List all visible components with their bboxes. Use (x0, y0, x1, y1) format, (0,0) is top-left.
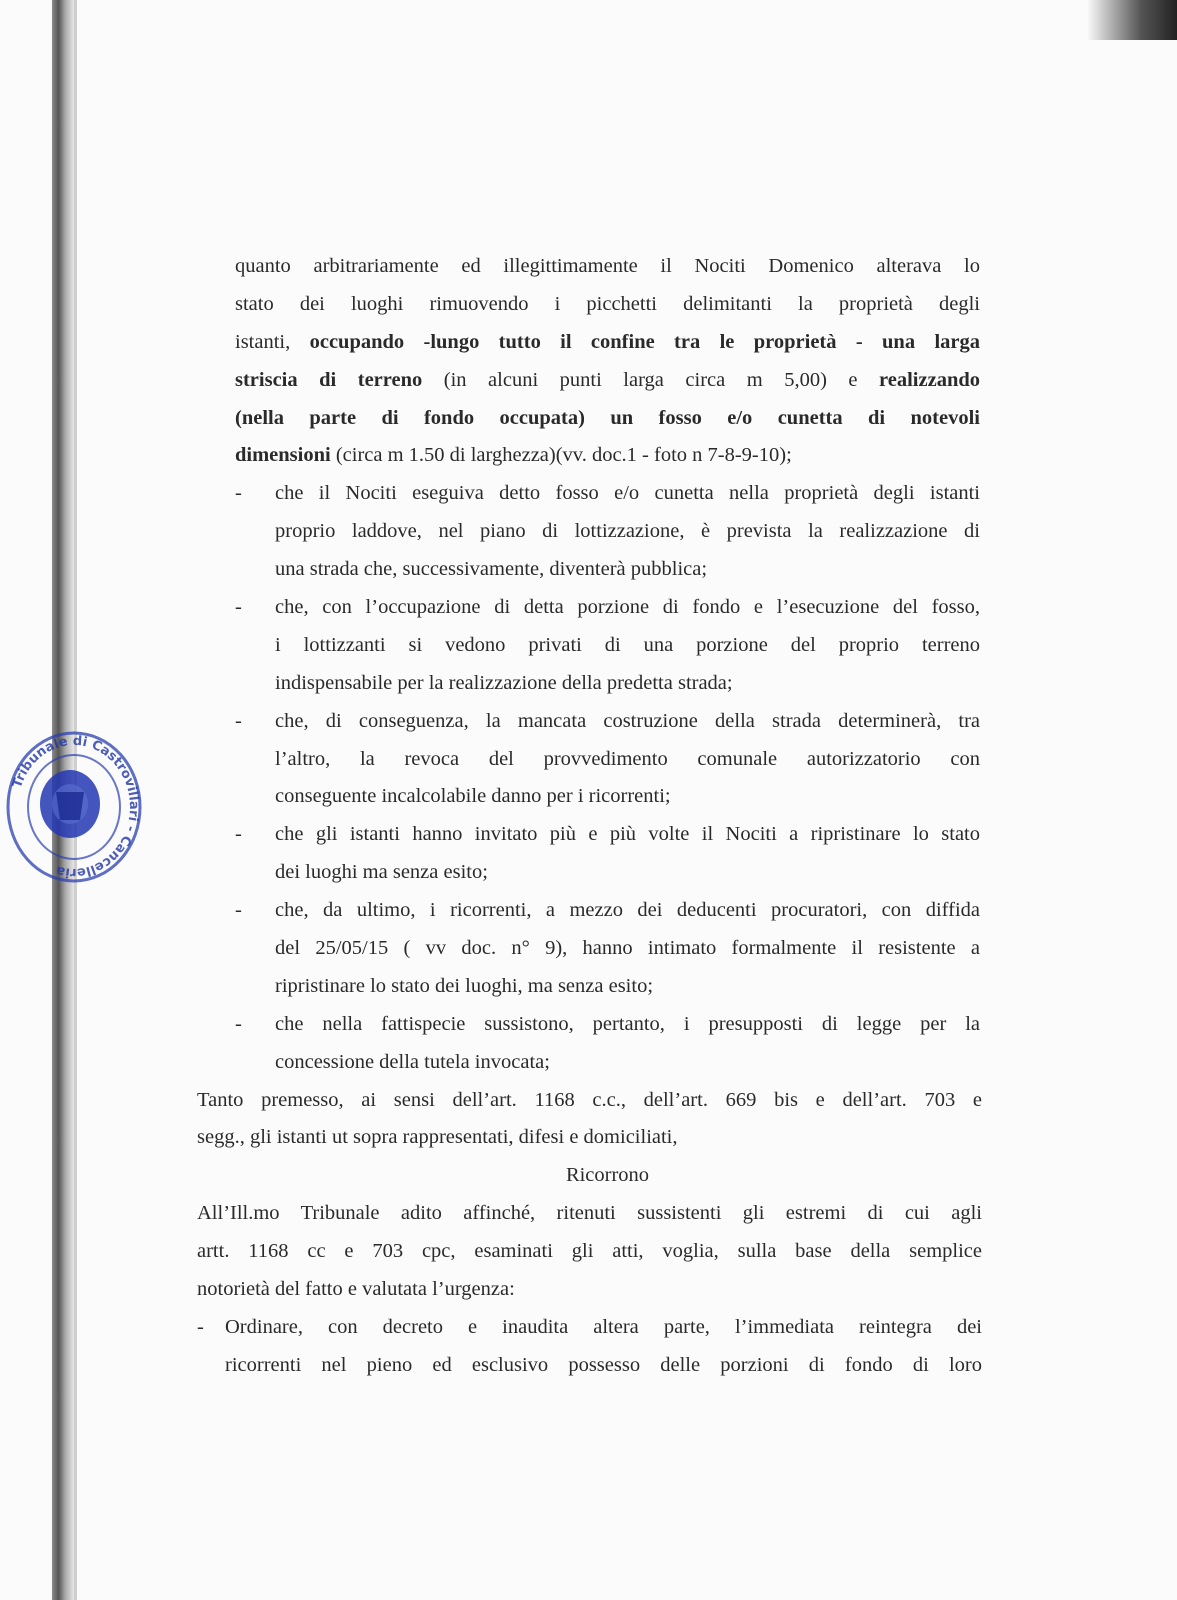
paragraph-continuation (235, 248, 980, 475)
text-line: quanto arbitrariamente ed illegittimamente il Nociti Domenico alterava lo (235, 255, 980, 277)
text-line-part: istanti, (235, 330, 291, 353)
premise-paragraph (197, 1082, 982, 1158)
list-dash: - (235, 823, 242, 846)
text-line: che gli istanti hanno invitato più e più volte il Nociti a ripristinare lo stato (275, 823, 980, 846)
text-line-part: (in alcuni punti larga circa m 5,00) e (443, 368, 858, 391)
bold-text: realizzando (879, 368, 980, 391)
text-line: artt. 1168 cc e 703 cpc, esaminati gli atti, voglia, sulla base della semplice (197, 1240, 982, 1263)
text-line (235, 437, 980, 475)
text-line: notorietà del fatto e valutata l’urgenza: (197, 1278, 515, 1301)
bold-text: dimensioni (235, 444, 331, 467)
text-line: Tanto premesso, ai sensi dell’art. 1168 c.c., dell’art. 669 bis e dell’art. 703 e (197, 1088, 982, 1111)
list-item (235, 589, 980, 703)
document-page (197, 248, 982, 1385)
text-line: concessione della tutela invocata; (275, 1050, 550, 1073)
list-item (197, 1309, 982, 1385)
text-line: l’altro, la revoca del provvedimento comunale autorizzatorio con (275, 747, 980, 770)
list-item (235, 1006, 980, 1082)
stamp-text: Tribunale di Castrovillari - Cancelleria (9, 733, 142, 881)
text-line: ricorrenti nel pieno ed esclusivo possesso delle porzioni di fondo di loro (225, 1353, 982, 1376)
bold-text: (nella parte di fondo occupata) un fosso e/o cunetta di notevoli (235, 406, 980, 429)
text-line: che il Nociti eseguiva detto fosso e/o cunetta nella proprietà degli istanti (275, 482, 980, 505)
text-line: conseguente incalcolabile danno per i ricorrenti; (275, 785, 671, 808)
text-line: All’Ill.mo Tribunale adito affinché, ritenuti sussistenti gli estremi di cui agli (197, 1202, 982, 1225)
text-line: che, da ultimo, i ricorrenti, a mezzo dei deducenti procuratori, con diffida (275, 899, 980, 922)
text-line: che, di conseguenza, la mancata costruzione della strada determinerà, tra (275, 709, 980, 732)
text-line: del 25/05/15 ( vv doc. n° 9), hanno intimato formalmente il resistente a (275, 937, 980, 960)
list-dash: - (235, 482, 242, 505)
list-dash: - (197, 1315, 204, 1338)
text-line: dei luoghi ma senza esito; (275, 861, 488, 884)
text-line: che nella fattispecie sussistono, pertanto, i presupposti di legge per la (275, 1012, 980, 1035)
court-seal-icon (4, 722, 144, 892)
bold-text: striscia di terreno (235, 368, 423, 391)
text-line: segg., gli istanti ut sopra rappresentati, difesi e domiciliati, (197, 1126, 678, 1149)
text-line: indispensabile per la realizzazione della predetta strada; (275, 671, 733, 694)
text-line: i lottizzanti si vedono privati di una porzione del proprio terreno (275, 633, 980, 656)
text-line-part: (circa m 1.50 di larghezza)(vv. doc.1 - foto n 7-8-9-10); (335, 444, 792, 467)
text-line (235, 362, 980, 400)
text-line: proprio laddove, nel piano di lottizzazione, è prevista la realizzazione di (275, 520, 980, 543)
list-dash: - (235, 1012, 242, 1035)
list-dash: - (235, 709, 242, 732)
list-dash: - (235, 899, 242, 922)
request-paragraph (197, 1195, 982, 1309)
list-item (235, 816, 980, 892)
text-line: stato dei luoghi rimuovendo i picchetti delimitanti la proprietà degli (235, 292, 980, 315)
text-line: Ordinare, con decreto e inaudita altera parte, l’immediata reintegra dei (225, 1315, 982, 1338)
text-line: che, con l’occupazione di detta porzione di fondo e l’esecuzione del fosso, (275, 596, 980, 619)
section-heading: Ricorrono (565, 1164, 650, 1187)
list-dash: - (235, 596, 242, 619)
bold-text: occupando -lungo tutto il confine tra le proprietà - una larga (309, 330, 980, 353)
scan-corner-shadow (1087, 0, 1177, 40)
text-line: una strada che, successivamente, diventerà pubblica; (275, 558, 708, 581)
list-item (235, 703, 980, 817)
text-line (235, 324, 980, 362)
text-line: ripristinare lo stato dei luoghi, ma senza esito; (275, 974, 654, 997)
list-item (235, 475, 980, 589)
list-item (235, 892, 980, 1006)
